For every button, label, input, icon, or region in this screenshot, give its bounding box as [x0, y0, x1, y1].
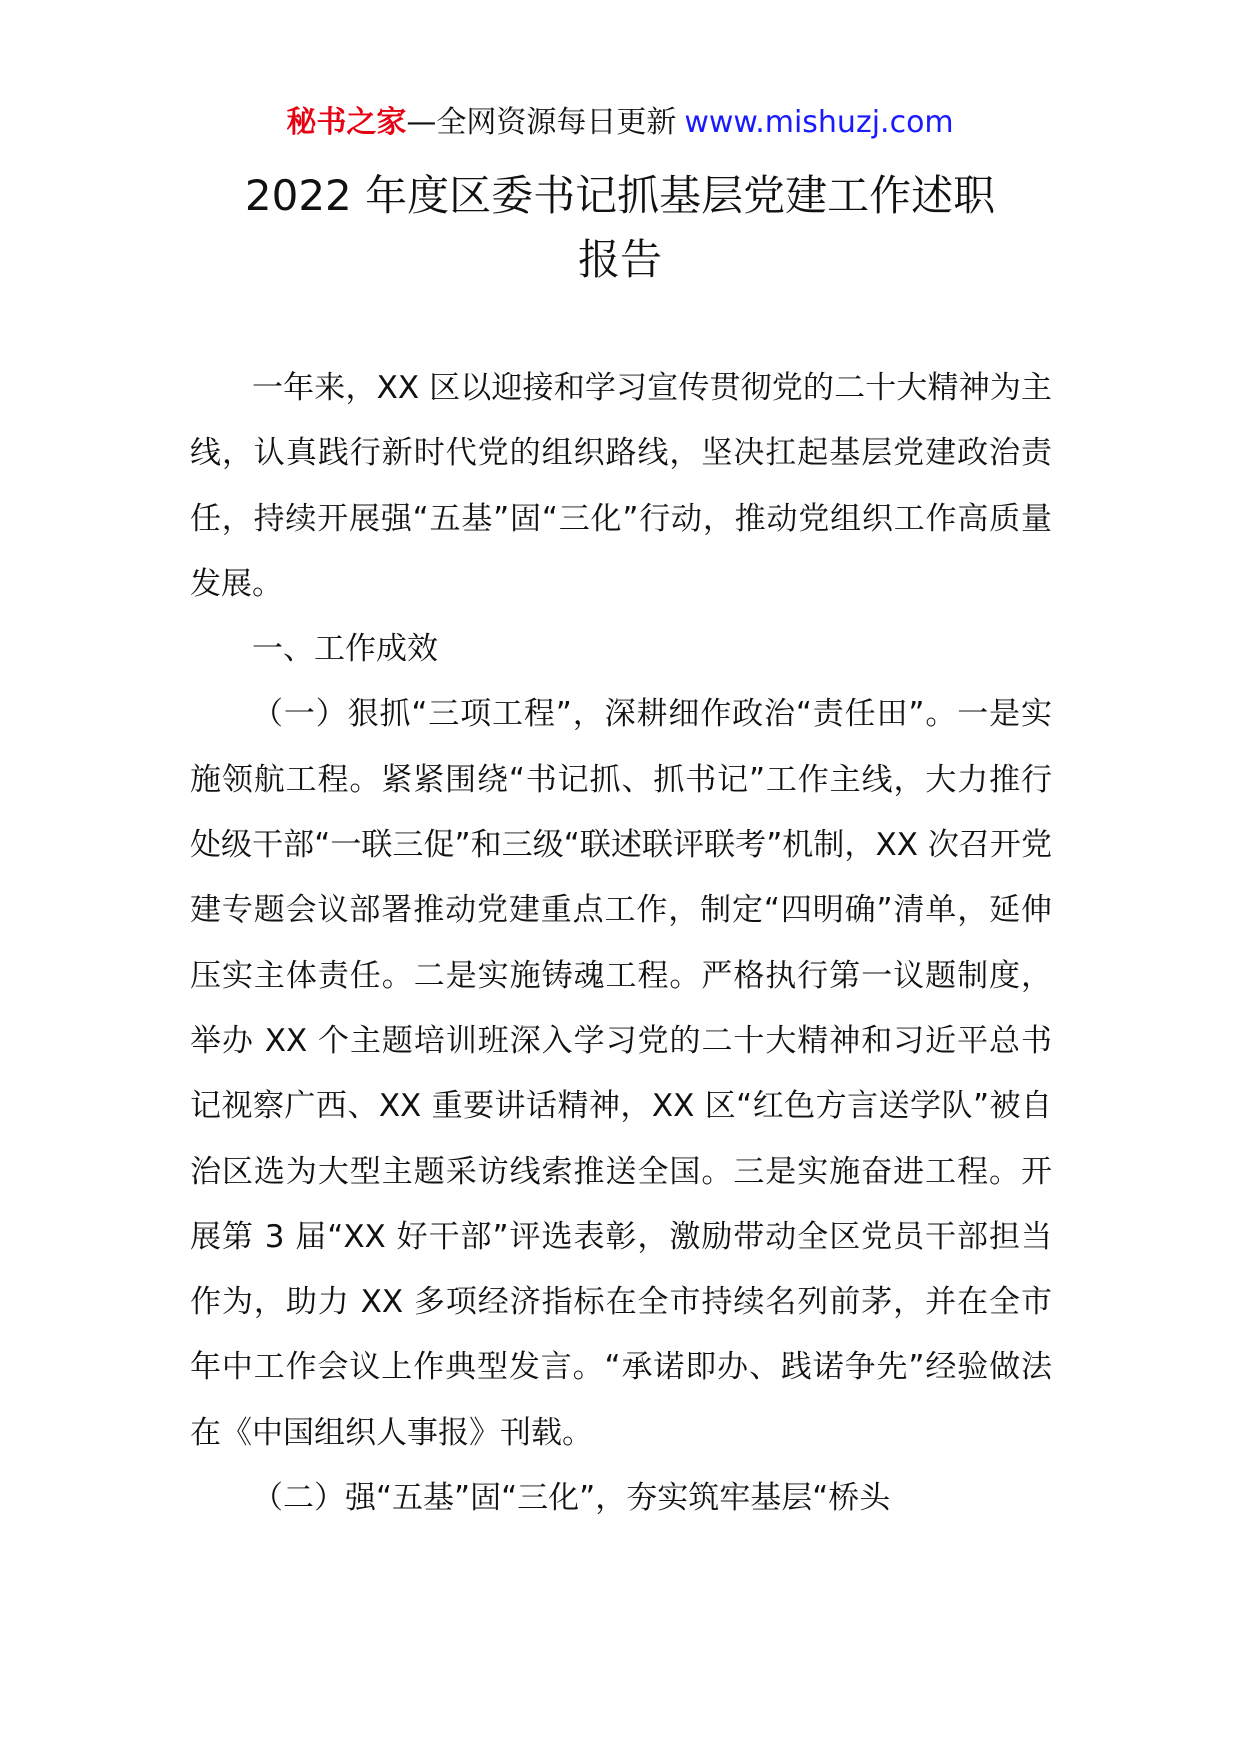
- document-body: [190, 356, 1052, 1531]
- intro-paragraph: 一年来，XX 区以迎接和学习宣传贯彻党的二十大精神为主线，认真践行新时代党的组织路线，坚决扛起基层党建政治责任，持续开展强“五基”固“三化”行动，推动党组织工作高质量发展。: [190, 370, 1052, 602]
- body-paragraph: （二）强“五基”固“三化”，夯实筑牢基层“桥头: [252, 1480, 891, 1517]
- header-tagline: —全网资源每日更新: [406, 105, 677, 140]
- website-link[interactable]: www.mishuzj.com: [684, 105, 954, 140]
- title-line-1: 2022 年度区委书记抓基层党建工作述职: [244, 171, 996, 220]
- title-line-2: 报告: [577, 235, 662, 284]
- body-paragraph: （一）狠抓“三项工程”，深耕细作政治“责任田”。一是实施领航工程。紧紧围绕“书记抓、抓书记”工作主线，大力推行处级干部“一联三促”和三级“联述联评联考”机制，XX 次召开党建专题会议部署推动党建重点工作，制定“四明确”清单，延伸压实主体责任。二是实施铸魂工程。严格执行第一议题制度，举办 XX 个主题培训班深入学习党的二十大精神和习近平总书记视察广西、XX 重要讲话精神，XX 区“红色方言送学队”被自治区选为大型主题采访线索推送全国。三是实施奋进工程。开展第 3 届“XX 好干部”评选表彰，激励带动全区党员干部担当作为，助力 XX 多项经济指标在全市持续名列前茅，并在全市年中工作会议上作典型发言。“承诺即办、践诺争先”经验做法在《中国组织人事报》刊载。: [190, 696, 1052, 1451]
- watermark-header: [0, 100, 1240, 146]
- brand-name: 秘书之家: [286, 105, 407, 140]
- section-heading: 一、工作成效: [252, 631, 438, 668]
- document-title: [0, 164, 1240, 292]
